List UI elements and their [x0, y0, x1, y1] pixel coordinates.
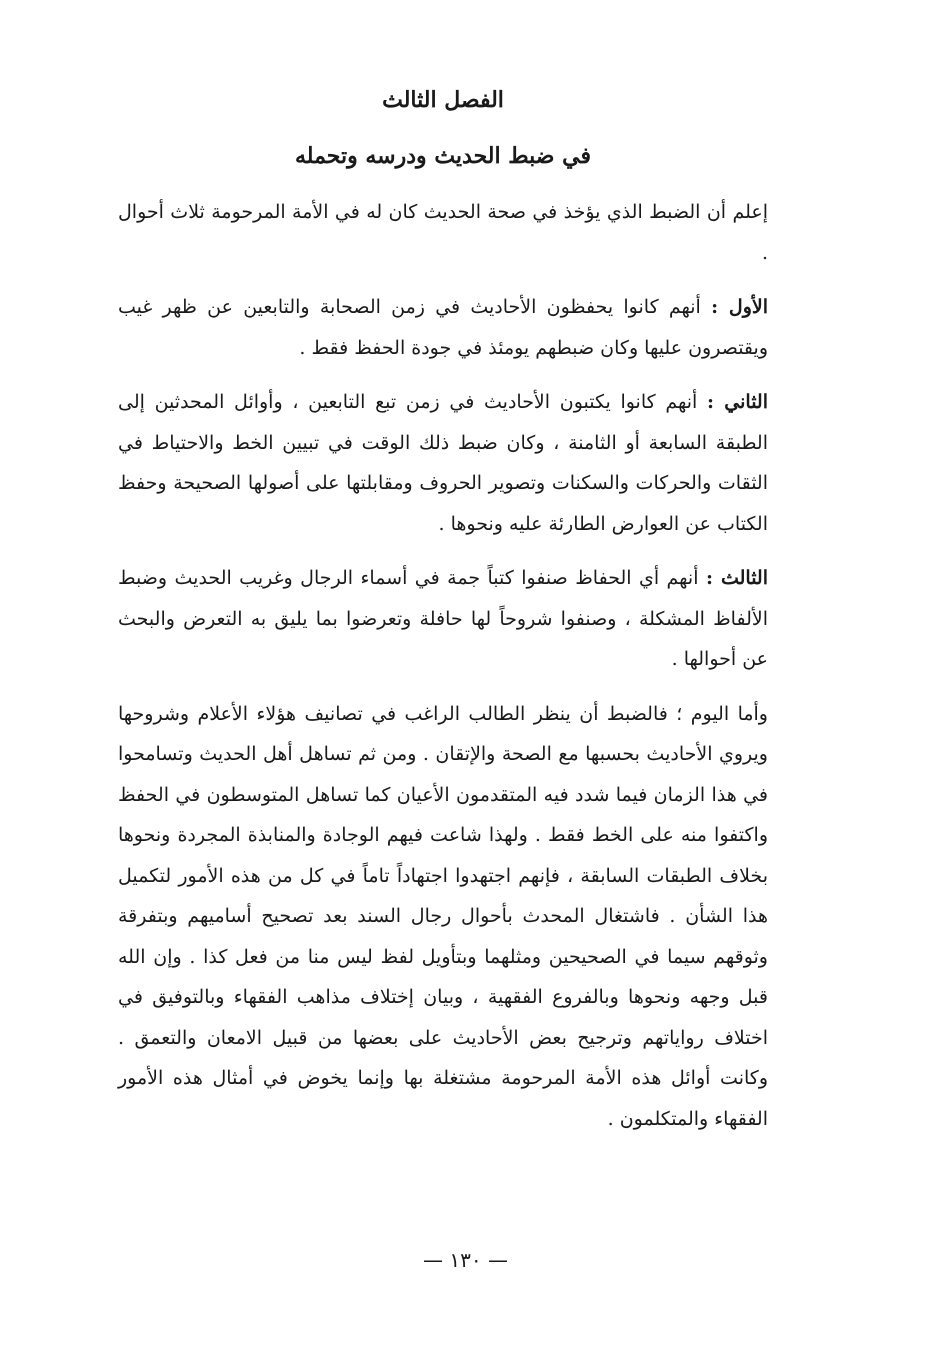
- first-state-label: الأول :: [711, 296, 768, 318]
- page-content: [118, 78, 768, 1153]
- second-state-paragraph: [118, 382, 768, 544]
- first-state-text: أنهم كانوا يحفظون الأحاديث في زمن الصحابة والتابعين عن ظهر غيب ويقتصرون عليها وكان ضبطهم يومئذ في جودة الحفظ فقط .: [118, 296, 768, 359]
- third-state-label: الثالث :: [705, 567, 768, 589]
- intro-paragraph: إعلم أن الضبط الذي يؤخذ في صحة الحديث كان له في الأمة المرحومة ثلاث أحوال .: [118, 201, 768, 264]
- chapter-subtitle: في ضبط الحديث ودرسه وتحمله: [294, 143, 591, 169]
- second-state-label: الثاني :: [707, 391, 768, 413]
- third-state-paragraph: [118, 558, 768, 680]
- second-state-text: أنهم كانوا يكتبون الأحاديث في زمن تبع التابعين ، وأوائل المحدثين إلى الطبقة السابعة أو الثامنة ، وكان ضبط ذلك الوقت في تبيين الخط والاحتياط في الثقات والحركات والسكنات وتصوير الحروف ومقابلتها على أصولها الصحيحة وحفظ الكتاب عن العوارض الطارئة عليه ونحوها .: [118, 391, 768, 535]
- third-state-text: أنهم أي الحفاظ صنفوا كتباً جمة في أسماء الرجال وغريب الحديث وضبط الألفاظ المشكلة ، وصنفوا شروحاً لها حافلة وتعرضوا بما يليق به التعرض والبحث عن أحوالها .: [118, 567, 768, 670]
- chapter-title: الفصل الثالث: [382, 87, 504, 113]
- first-state-paragraph: [118, 287, 768, 368]
- today-paragraph: وأما اليوم ؛ فالضبط أن ينظر الطالب الراغب في تصانيف هؤلاء الأعلام وشروحها ويروي الأحاديث بحسبها مع الصحة والإتقان . ومن ثم تساهل أهل الحديث وتسامحوا في هذا الزمان فيما شدد فيه المتقدمون الأعيان كما تساهل المتوسطون في الحفظ واكتفوا منه على الخط فقط . ولهذا شاعت فيهم الوجادة والمنابذة المجردة ونحوها بخلاف الطبقات السابقة ، فإنهم اجتهدوا اجتهاداً تاماً في كل من هذه الأمور لتكميل هذا الشأن . فاشتغال المحدث بأحوال رجال السند بعد تصحيح أساميهم وبتفرقة وثوقهم سيما في الصحيحين ومثلهما وبتأويل لفظ ليس منا من فعل كذا . وإن الله قبل وجهه ونحوها وبالفروع الفقهية ، وبيان إختلاف مذاهب الفقهاء وبالتوفيق في اختلاف رواياتهم وترجيح بعض الأحاديث على بعضها من قبيل الامعان والتعمق . وكانت أوائل هذه الأمة المرحومة مشتغلة بها وإنما يخوض في أمثال هذه الأمور الفقهاء والمتكلمون .: [118, 702, 768, 1130]
- page-number: — ١٣٠ —: [423, 1248, 508, 1272]
